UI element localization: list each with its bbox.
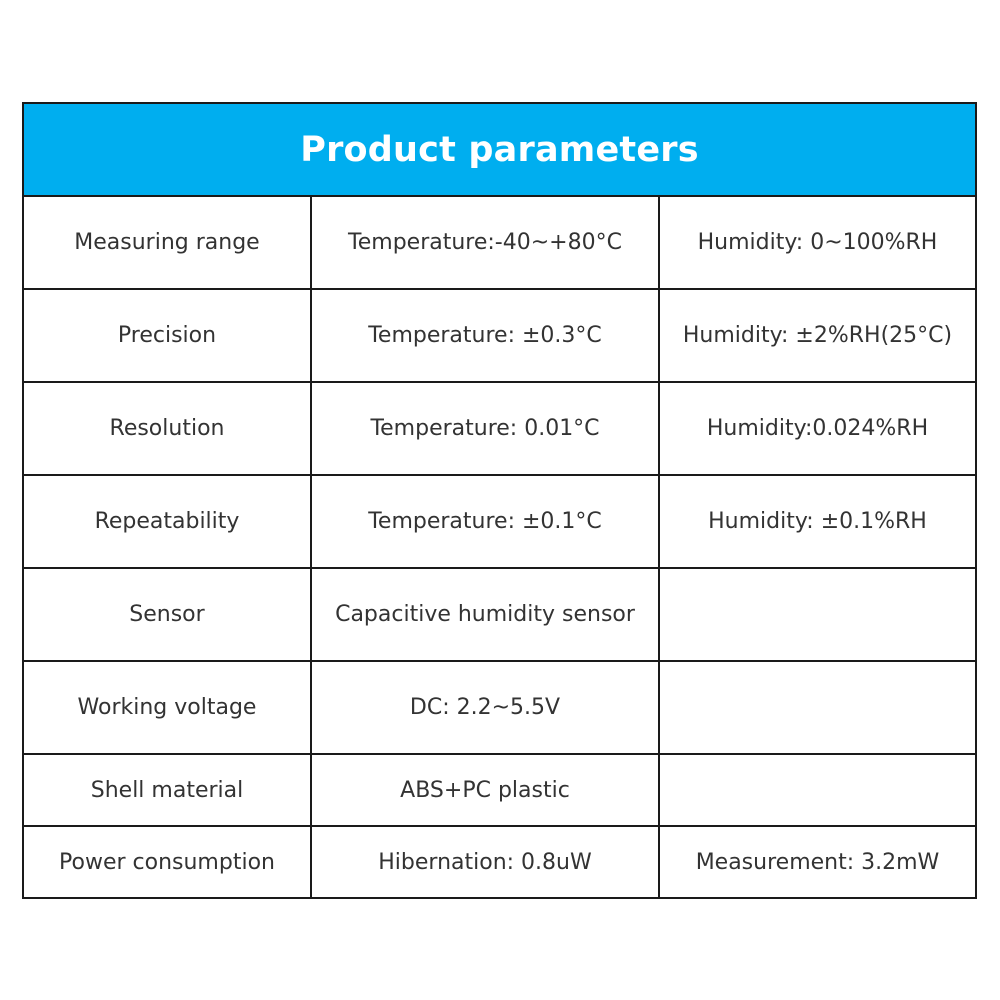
- table-row: [24, 568, 975, 661]
- table-row: [24, 382, 975, 475]
- table-row: [24, 754, 975, 826]
- row-value-primary: Temperature: ±0.3°C: [311, 289, 659, 382]
- table-row: [24, 475, 975, 568]
- row-value-primary: DC: 2.2~5.5V: [311, 661, 659, 754]
- table-title: Product parameters: [300, 129, 699, 170]
- row-label: Precision: [24, 289, 311, 382]
- row-value-secondary: [659, 754, 975, 826]
- row-value-primary: Temperature: ±0.1°C: [311, 475, 659, 568]
- row-label: Shell material: [24, 754, 311, 826]
- row-label: Resolution: [24, 382, 311, 475]
- row-value-secondary: Humidity: ±0.1%RH: [659, 475, 975, 568]
- row-value-secondary: Humidity:0.024%RH: [659, 382, 975, 475]
- row-value-secondary: [659, 661, 975, 754]
- row-value-secondary: Humidity: 0~100%RH: [659, 197, 975, 289]
- table-row: [24, 289, 975, 382]
- row-label: Sensor: [24, 568, 311, 661]
- table-header: [24, 104, 975, 197]
- table-row: [24, 197, 975, 289]
- row-value-primary: Capacitive humidity sensor: [311, 568, 659, 661]
- row-value-primary: Temperature: 0.01°C: [311, 382, 659, 475]
- parameters-grid: [24, 197, 975, 897]
- table-row: [24, 661, 975, 754]
- row-value-primary: ABS+PC plastic: [311, 754, 659, 826]
- row-label: Working voltage: [24, 661, 311, 754]
- row-value-secondary: Humidity: ±2%RH(25°C): [659, 289, 975, 382]
- row-label: Power consumption: [24, 826, 311, 897]
- row-label: Measuring range: [24, 197, 311, 289]
- row-label: Repeatability: [24, 475, 311, 568]
- row-value-secondary: [659, 568, 975, 661]
- row-value-secondary: Measurement: 3.2mW: [695, 849, 940, 875]
- table-row: [24, 826, 975, 897]
- row-value-primary: Hibernation: 0.8uW: [311, 826, 659, 897]
- product-parameters-table: [22, 102, 977, 899]
- row-value-primary: Temperature:-40~+80°C: [311, 197, 659, 289]
